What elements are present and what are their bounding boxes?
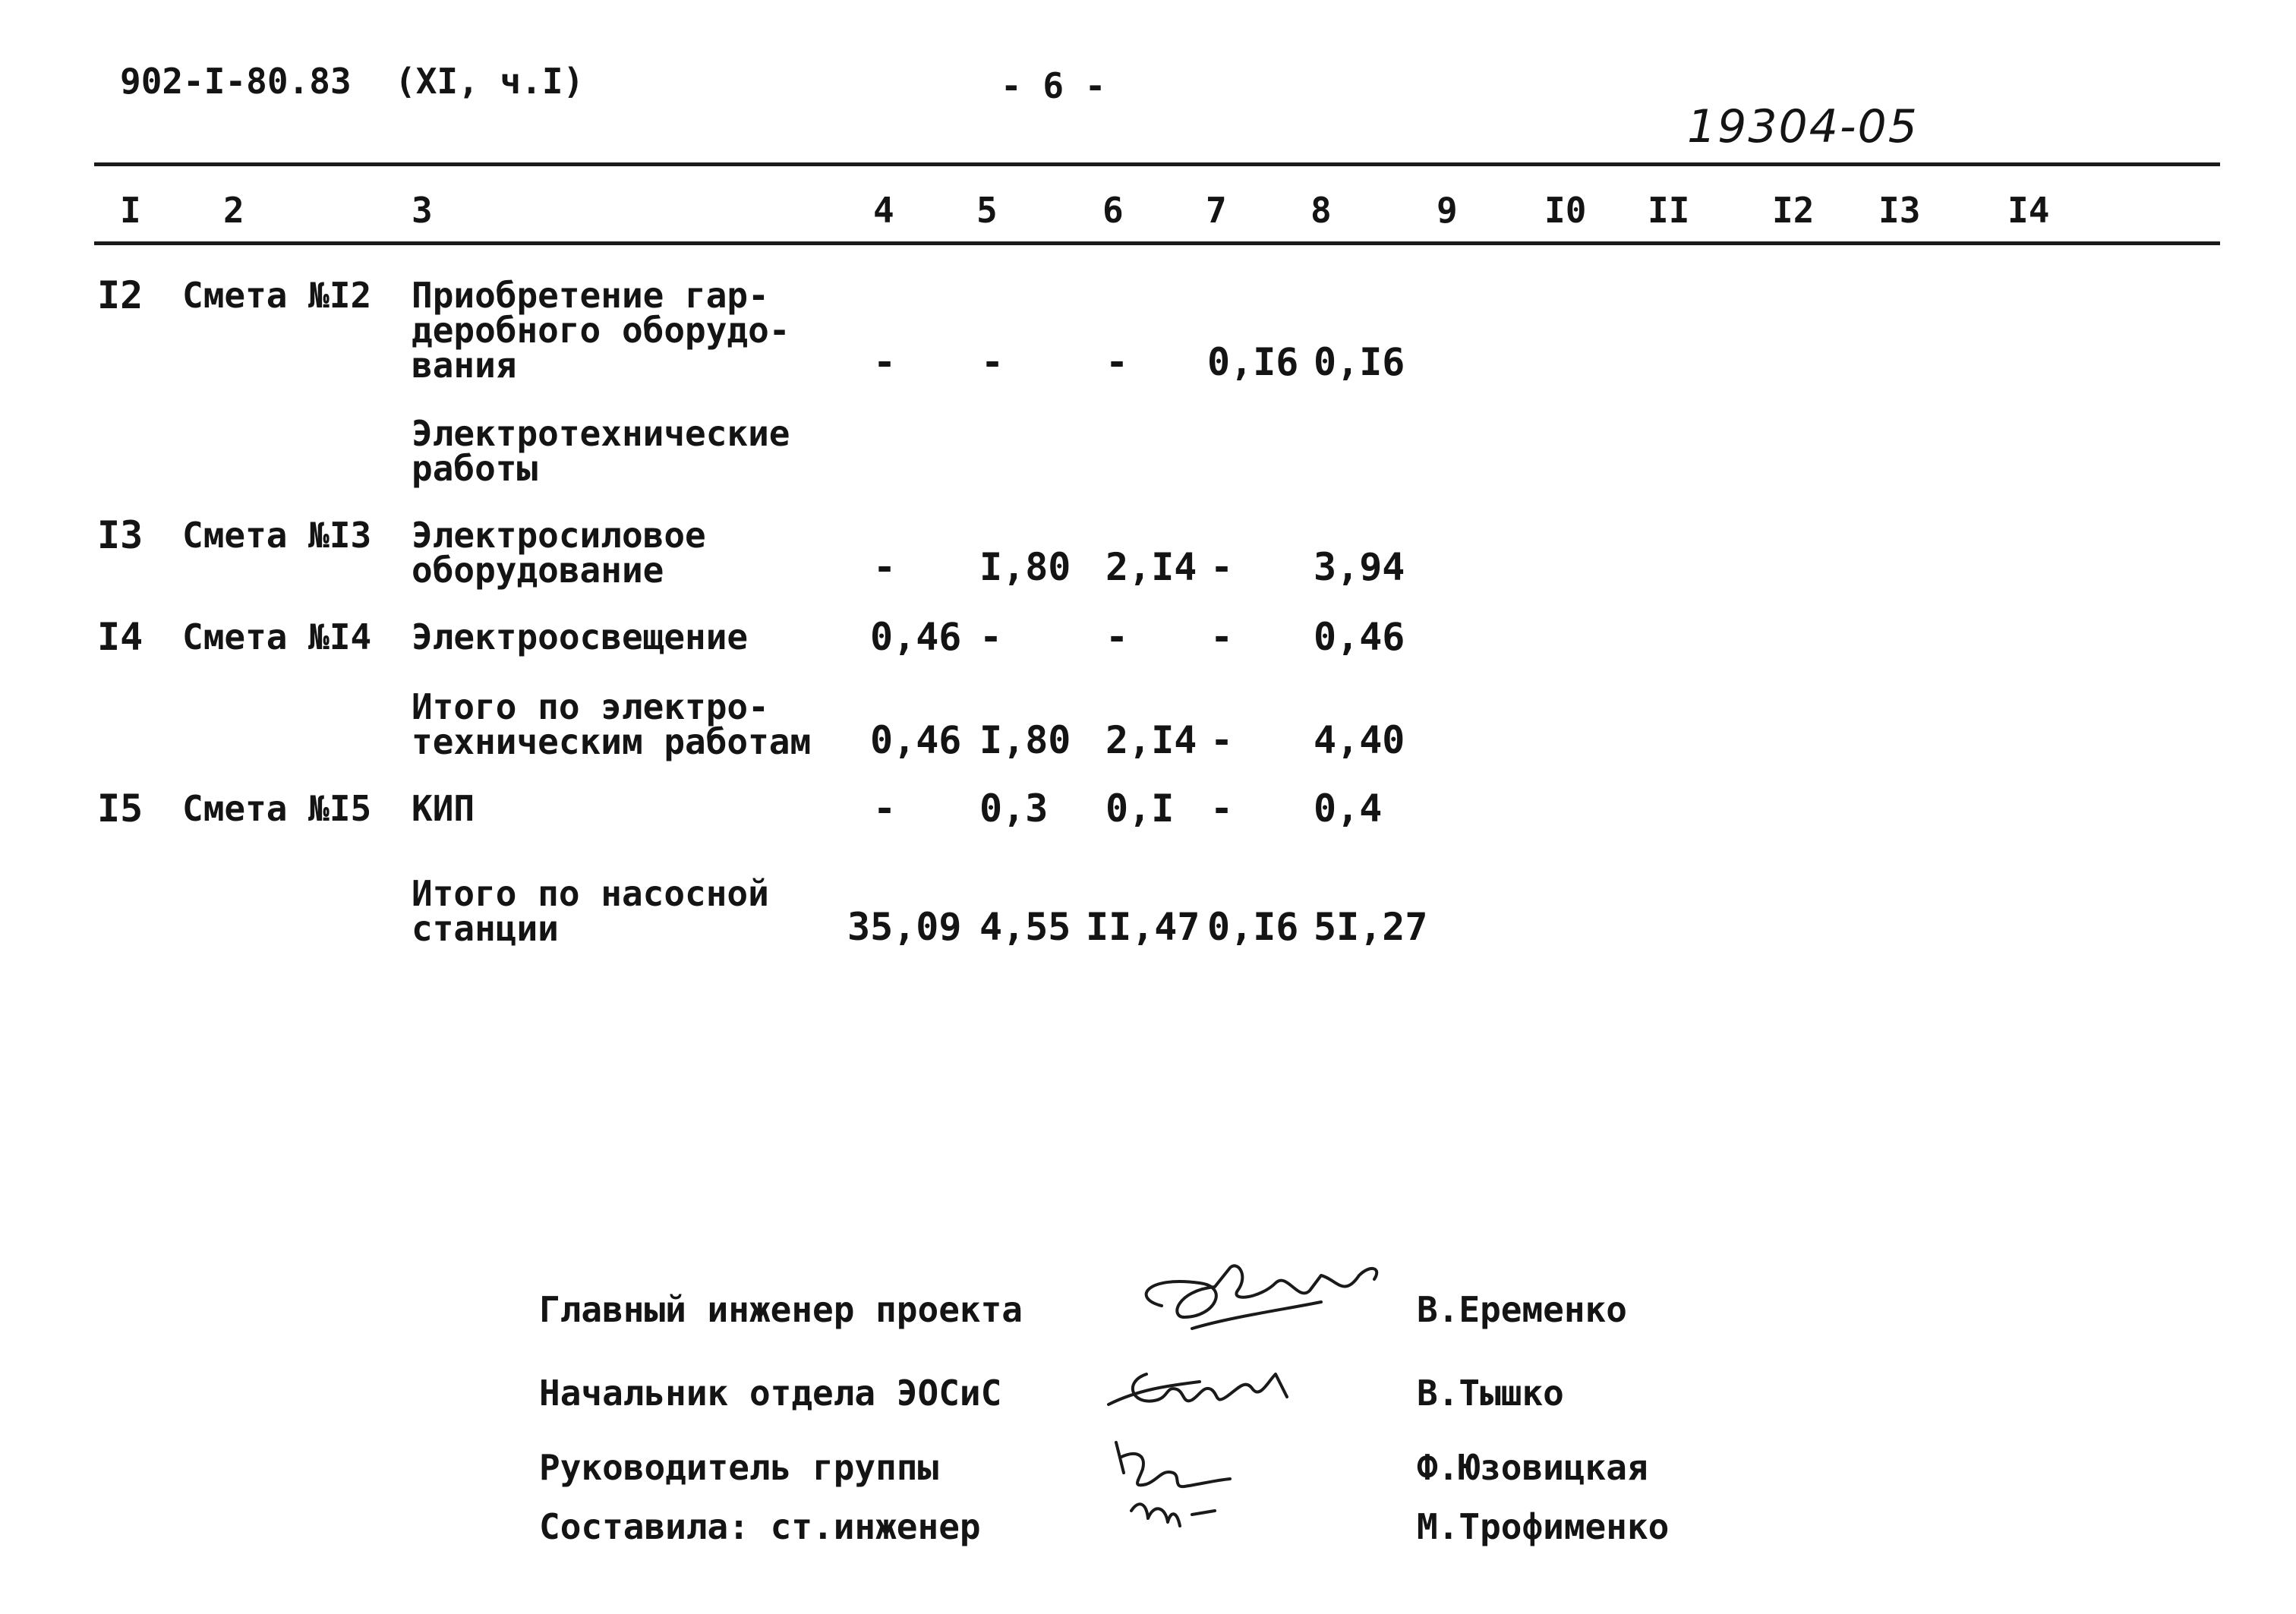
handwritten-signature: [1101, 1427, 1298, 1541]
estimate-ref: Смета №I5: [182, 788, 372, 829]
cell-col7: -: [1210, 718, 1234, 762]
signatory-role: Составила: ст.инженер: [539, 1506, 981, 1547]
item-text-line: Электросиловое: [412, 515, 706, 556]
handwritten-signature: [1093, 1344, 1321, 1427]
column-header: 3: [412, 190, 433, 231]
cell-col4: 0,46: [870, 615, 962, 659]
item-text-line: станции: [412, 908, 559, 949]
cell-col5: 4,55: [979, 905, 1071, 949]
doc-code: 902-I-80.83: [120, 61, 352, 102]
item-text-line: вания: [412, 345, 517, 386]
signatory-name: Ф.Юзовицкая: [1417, 1447, 1648, 1488]
item-text-line: Электротехнические: [412, 413, 790, 454]
cell-col8: 3,94: [1314, 545, 1405, 589]
handwritten-signature: [1116, 1245, 1389, 1344]
cell-col8: 0,I6: [1314, 340, 1405, 384]
cell-col4: 0,46: [870, 718, 962, 762]
item-text-line: деробного оборудо-: [412, 310, 790, 351]
signatory-name: В.Тышко: [1417, 1373, 1564, 1414]
doc-part: (XI, ч.I): [395, 61, 585, 102]
cell-col7: 0,I6: [1207, 340, 1299, 384]
cell-col5: -: [981, 340, 1004, 384]
column-header: 5: [976, 190, 998, 231]
column-header: II: [1648, 190, 1690, 231]
cell-col8: 0,4: [1314, 787, 1383, 831]
header-rule: [94, 241, 2220, 245]
item-text-line: Приобретение гар-: [412, 275, 769, 316]
column-header: 2: [223, 190, 244, 231]
item-text-line: Итого по электро-: [412, 686, 769, 727]
cell-col6: -: [1105, 340, 1129, 384]
signatory-role: Руководитель группы: [539, 1447, 939, 1488]
item-text-line: оборудование: [412, 550, 664, 591]
row-number: I4: [97, 615, 144, 659]
cell-col7: -: [1210, 615, 1234, 659]
cell-col7: 0,I6: [1207, 905, 1299, 949]
column-header: 7: [1206, 190, 1227, 231]
estimate-ref: Смета №I4: [182, 616, 372, 657]
item-text-line: техническим работам: [412, 721, 812, 762]
item-text-line: Электроосвещение: [412, 616, 749, 657]
cell-col6: 2,I4: [1105, 718, 1197, 762]
cell-col5: I,80: [979, 545, 1071, 589]
signatory-role: Главный инженер проекта: [539, 1289, 1023, 1330]
signatory-name: В.Еременко: [1417, 1289, 1627, 1330]
cell-col4: -: [873, 545, 897, 589]
column-header: I2: [1772, 190, 1815, 231]
cell-col7: -: [1210, 545, 1234, 589]
cell-col4: 35,09: [847, 905, 962, 949]
signatory-role: Начальник отдела ЭОСиС: [539, 1373, 1002, 1414]
row-number: I5: [97, 787, 144, 831]
row-number: I2: [97, 273, 144, 317]
estimate-ref: Смета №I2: [182, 275, 372, 316]
cell-col5: 0,3: [979, 787, 1049, 831]
item-text-line: КИП: [412, 788, 475, 829]
cell-col6: 0,I: [1105, 787, 1175, 831]
column-header: 9: [1437, 190, 1458, 231]
column-header: 4: [873, 190, 894, 231]
column-header: I0: [1544, 190, 1587, 231]
column-header: 6: [1102, 190, 1124, 231]
cell-col4: -: [873, 340, 897, 384]
estimate-ref: Смета №I3: [182, 515, 372, 556]
row-number: I3: [97, 513, 144, 557]
item-text-line: работы: [412, 448, 538, 489]
cell-col5: -: [979, 615, 1003, 659]
column-header: I: [120, 190, 141, 231]
inventory-number: 19304-05: [1687, 100, 1919, 153]
cell-col8: 5I,27: [1314, 905, 1428, 949]
signatory-name: М.Трофименко: [1417, 1506, 1670, 1547]
column-header: 8: [1310, 190, 1332, 231]
column-header: I4: [2007, 190, 2050, 231]
cell-col8: 4,40: [1314, 718, 1405, 762]
top-rule: [94, 162, 2220, 166]
item-text-line: Итого по насосной: [412, 873, 769, 914]
cell-col6: -: [1105, 615, 1129, 659]
cell-col8: 0,46: [1314, 615, 1405, 659]
cell-col6: II,47: [1086, 905, 1200, 949]
page-number: - 6 -: [1001, 65, 1106, 106]
cell-col5: I,80: [979, 718, 1071, 762]
cell-col6: 2,I4: [1105, 545, 1197, 589]
column-header: I3: [1878, 190, 1921, 231]
cell-col4: -: [873, 787, 897, 831]
cell-col7: -: [1210, 787, 1234, 831]
